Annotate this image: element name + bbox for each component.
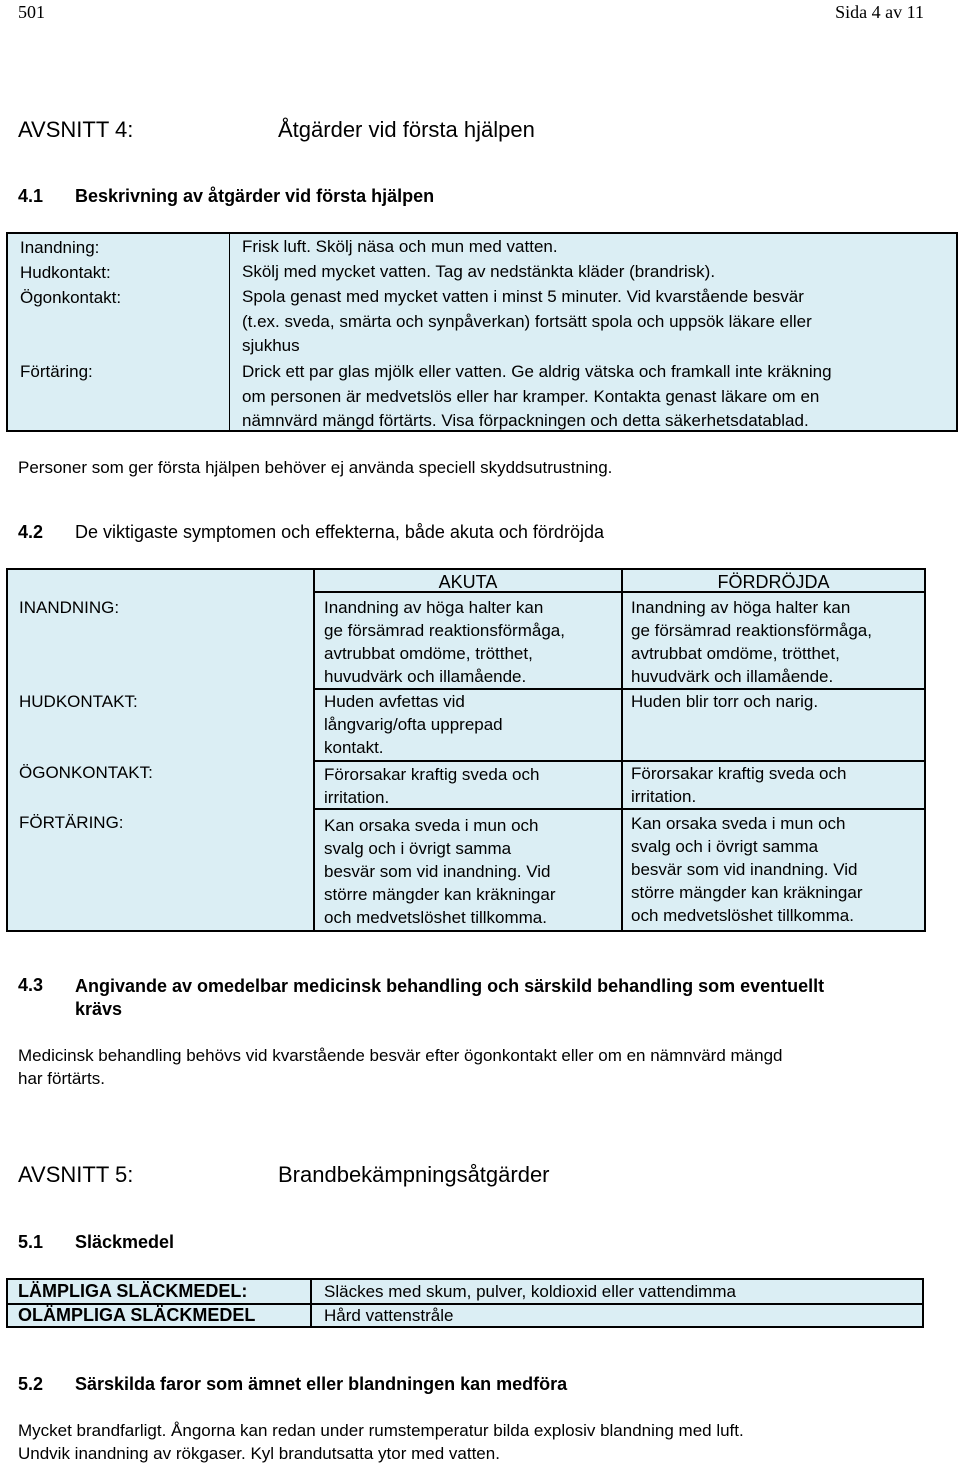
text-line: besvär som vid inandning. Vid: [324, 862, 551, 881]
akuta-ingestion: [324, 814, 556, 929]
text-line: Förorsakar kraftig sveda och: [324, 765, 540, 784]
text-line: om personen är medvetslös eller har kramper. Kontakta genast läkare om en: [242, 386, 820, 406]
text-line: och medvetslöshet tillkomma.: [324, 908, 547, 927]
section-4-title: Åtgärder vid första hjälpen: [278, 117, 535, 142]
text-line: Frisk luft. Skölj näsa och mun med vatten.: [242, 237, 558, 256]
text-line: Skölj med mycket vatten. Tag av nedstänkta kläder (brandrisk).: [242, 262, 716, 281]
text-line: Drick ett par glas mjölk eller vatten. Ge aldrig vätska och framkall inte kräkning: [242, 362, 832, 381]
text-line: huvudvärk och illamående.: [324, 667, 527, 686]
subsection-title: Släckmedel: [75, 1232, 175, 1252]
text-line: Mycket brandfarligt. Ångorna kan redan under rumstemperatur bilda explosiv blandning med luft.: [18, 1421, 744, 1440]
subsection-5-1-heading: [18, 1232, 918, 1256]
row-label-inhalation: Inandning:: [20, 238, 100, 257]
text-line: Undvik inandning av rökgaser. Kyl brandutsatta ytor med vatten.: [18, 1444, 500, 1463]
text-line: huvudvärk och illamående.: [631, 667, 834, 686]
row-label-ingestion: Förtäring:: [20, 362, 93, 381]
text-line: Medicinsk behandling behövs vid kvarstående besvär efter ögonkontakt eller om en nämnvärd mängd: [18, 1046, 783, 1065]
text-line: irritation.: [324, 788, 390, 807]
akuta-inhalation: [324, 596, 565, 688]
row-label-eyes: Ögonkontakt:: [20, 288, 122, 307]
text-line: nämnvärd mängd förtärts. Visa förpackningen och detta säkerhetsdatablad.: [242, 411, 809, 430]
subsection-title: Beskrivning av åtgärder vid första hjälpen: [75, 186, 435, 206]
unsuitable-media-value: Hård vattenstråle: [324, 1306, 454, 1325]
row-value-eyes: [242, 285, 942, 359]
text-line: svalg och i övrigt samma: [631, 837, 819, 856]
text-line: Inandning av höga halter kan: [324, 598, 544, 617]
subsection-number: 4.3: [18, 975, 44, 995]
table-divider: [313, 570, 315, 930]
row-label-skin: HUDKONTAKT:: [19, 692, 138, 711]
subsection-title: De viktigaste symptomen och effekterna, både akuta och fördröjda: [75, 522, 604, 542]
subsection-4-3-heading: [18, 975, 938, 1023]
suitable-media-value: Släckes med skum, pulver, koldioxid eller vattendimma: [324, 1282, 736, 1301]
column-header-fordrojda: FÖRDRÖJDA: [717, 572, 830, 592]
subsection-number: 4.1: [18, 186, 44, 206]
document-number: 501: [18, 2, 45, 22]
subsection-title: [75, 975, 824, 1021]
row-value-skin: [242, 260, 942, 285]
fordrojda-ingestion: [631, 812, 863, 927]
row-label-inhalation: INANDNING:: [19, 598, 120, 617]
subsection-5-2-heading: [18, 1374, 918, 1398]
text-line: ge försämrad reaktionsförmåga,: [631, 621, 872, 640]
fordrojda-skin: [631, 690, 818, 713]
text-line: svalg och i övrigt samma: [324, 839, 512, 858]
row-label-ingestion: FÖRTÄRING:: [19, 813, 124, 832]
akuta-skin: [324, 690, 503, 759]
text-line: större mängder kan kräkningar: [631, 883, 863, 902]
text-line: Kan orsaka sveda i mun och: [631, 814, 846, 833]
row-label-skin: Hudkontakt:: [20, 263, 111, 282]
text-line: Kan orsaka sveda i mun och: [324, 816, 539, 835]
column-header-akuta: AKUTA: [438, 572, 498, 592]
text-line: Huden avfettas vid: [324, 692, 465, 711]
text-line: Huden blir torr och narig.: [631, 692, 819, 711]
table-divider: [229, 234, 230, 430]
first-aid-table: [6, 232, 958, 432]
fordrojda-eyes: [631, 762, 846, 808]
row-value-ingestion: [242, 360, 942, 434]
fordrojda-inhalation: [631, 596, 872, 688]
text-line: besvär som vid inandning. Vid: [631, 860, 858, 879]
unsuitable-media-label: OLÄMPLIGA SLÄCKMEDEL: [18, 1305, 256, 1325]
text-line: har förtärts.: [18, 1069, 105, 1088]
subsection-4-1-heading: [18, 186, 918, 210]
text-line: sjukhus: [242, 336, 300, 355]
section-5-title: Brandbekämpningsåtgärder: [278, 1162, 550, 1187]
text-line: irritation.: [631, 787, 697, 806]
text-line: avtrubbat omdöme, trötthet,: [324, 644, 533, 663]
symptoms-table: [6, 568, 926, 932]
ppe-note: Personer som ger första hjälpen behöver ej använda speciell skyddsutrustning.: [18, 458, 613, 477]
row-label-eyes: ÖGONKONTAKT:: [19, 763, 153, 782]
text-line: Inandning av höga halter kan: [631, 598, 851, 617]
text-line: Spola genast med mycket vatten i minst 5 minuter. Vid kvarstående besvär: [242, 287, 804, 306]
subsection-4-2-heading: [18, 522, 918, 546]
text-line: Förorsakar kraftig sveda och: [631, 764, 847, 783]
title-line: Angivande av omedelbar medicinsk behandling och särskild behandling som eventuellt: [75, 976, 825, 996]
text-line: kontakt.: [324, 738, 384, 757]
section-4-label: AVSNITT 4:: [18, 117, 134, 142]
table-divider: [621, 570, 623, 930]
akuta-eyes: [324, 763, 539, 809]
subsection-number: 4.2: [18, 522, 44, 542]
text-line: större mängder kan kräkningar: [324, 885, 556, 904]
text-line: avtrubbat omdöme, trötthet,: [631, 644, 840, 663]
row-value-inhalation: [242, 235, 942, 260]
label-column: [8, 570, 313, 930]
subsection-title: Särskilda faror som ämnet eller blandningen kan medföra: [75, 1374, 568, 1394]
text-line: långvarig/ofta upprepad: [324, 715, 503, 734]
title-line: krävs: [75, 999, 123, 1019]
suitable-media-label: LÄMPLIGA SLÄCKMEDEL:: [18, 1281, 248, 1301]
extinguishing-media-table: [6, 1278, 924, 1328]
special-hazards-text: [18, 1419, 744, 1465]
subsection-number: 5.1: [18, 1232, 44, 1252]
page-indicator: Sida 4 av 11: [835, 2, 924, 22]
text-line: (t.ex. sveda, smärta och synpåverkan) fortsätt spola och uppsök läkare eller: [242, 311, 812, 331]
page-header: [18, 0, 924, 24]
text-line: och medvetslöshet tillkomma.: [631, 906, 854, 925]
section-5-label: AVSNITT 5:: [18, 1162, 134, 1187]
medical-treatment-text: [18, 1044, 783, 1090]
text-line: ge försämrad reaktionsförmåga,: [324, 621, 565, 640]
subsection-number: 5.2: [18, 1374, 44, 1394]
